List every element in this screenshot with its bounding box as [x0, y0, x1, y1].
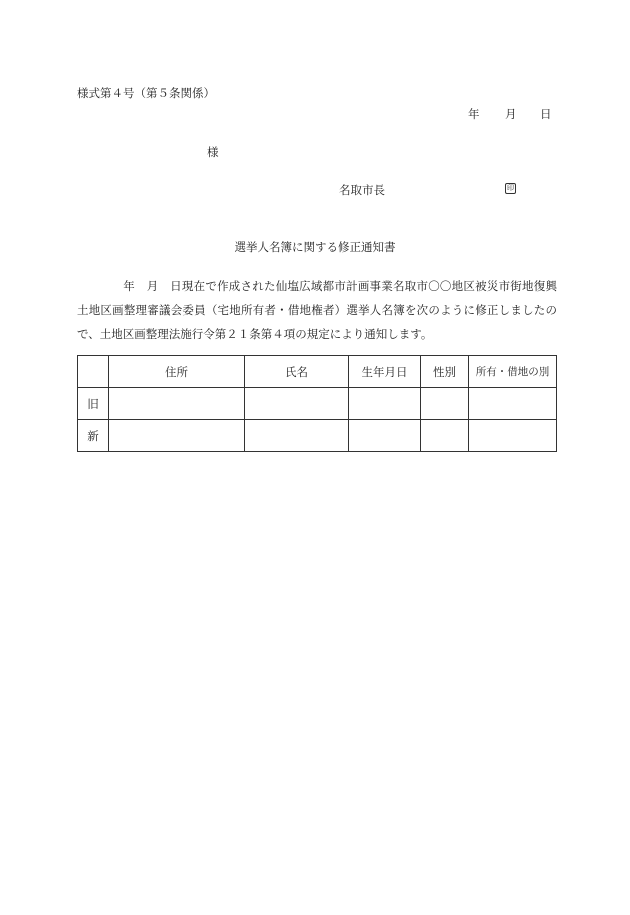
table-header-row [78, 356, 557, 388]
cell-address-new[interactable] [109, 420, 245, 452]
header-ownership-type: 所有・借地の別 [469, 356, 557, 388]
cell-ownership-new[interactable] [469, 420, 557, 452]
cell-sex-old[interactable] [421, 388, 469, 420]
cell-sex-new[interactable] [421, 420, 469, 452]
header-sex: 性別 [421, 356, 469, 388]
header-address: 住所 [109, 356, 245, 388]
cell-birthdate-old[interactable] [349, 388, 421, 420]
body-text: 年 月 日現在で作成された仙塩広域都市計画事業名取市〇〇地区被災市街地復興土地区画整理審議会委員（宅地所有者・借地権者）選挙人名簿を次のように修正しましたので、土地区画整理法施行令第２１条第４項の規定により通知します。 [77, 279, 557, 341]
seal-mark-icon: 印 [507, 184, 514, 192]
body-paragraph [77, 274, 557, 346]
cell-name-new[interactable] [245, 420, 349, 452]
cell-birthdate-new[interactable] [349, 420, 421, 452]
date-year-label: 年 [468, 107, 480, 121]
row-label-old: 旧 [78, 388, 109, 420]
cell-address-old[interactable] [109, 388, 245, 420]
form-number: 様式第４号（第５条関係） [77, 86, 215, 100]
table-row-new [78, 420, 557, 452]
table-row-old [78, 388, 557, 420]
cell-name-old[interactable] [245, 388, 349, 420]
date-day-label: 日 [540, 107, 552, 121]
header-name: 氏名 [245, 356, 349, 388]
header-birthdate: 生年月日 [349, 356, 421, 388]
voter-roster-table [77, 355, 557, 452]
document-title: 選挙人名簿に関する修正通知書 [234, 240, 396, 254]
date-month-label: 月 [505, 107, 517, 121]
header-blank [78, 356, 109, 388]
sender-name: 名取市長 [339, 183, 385, 197]
addressee-suffix: 様 [207, 145, 219, 159]
row-label-new: 新 [78, 420, 109, 452]
cell-ownership-old[interactable] [469, 388, 557, 420]
